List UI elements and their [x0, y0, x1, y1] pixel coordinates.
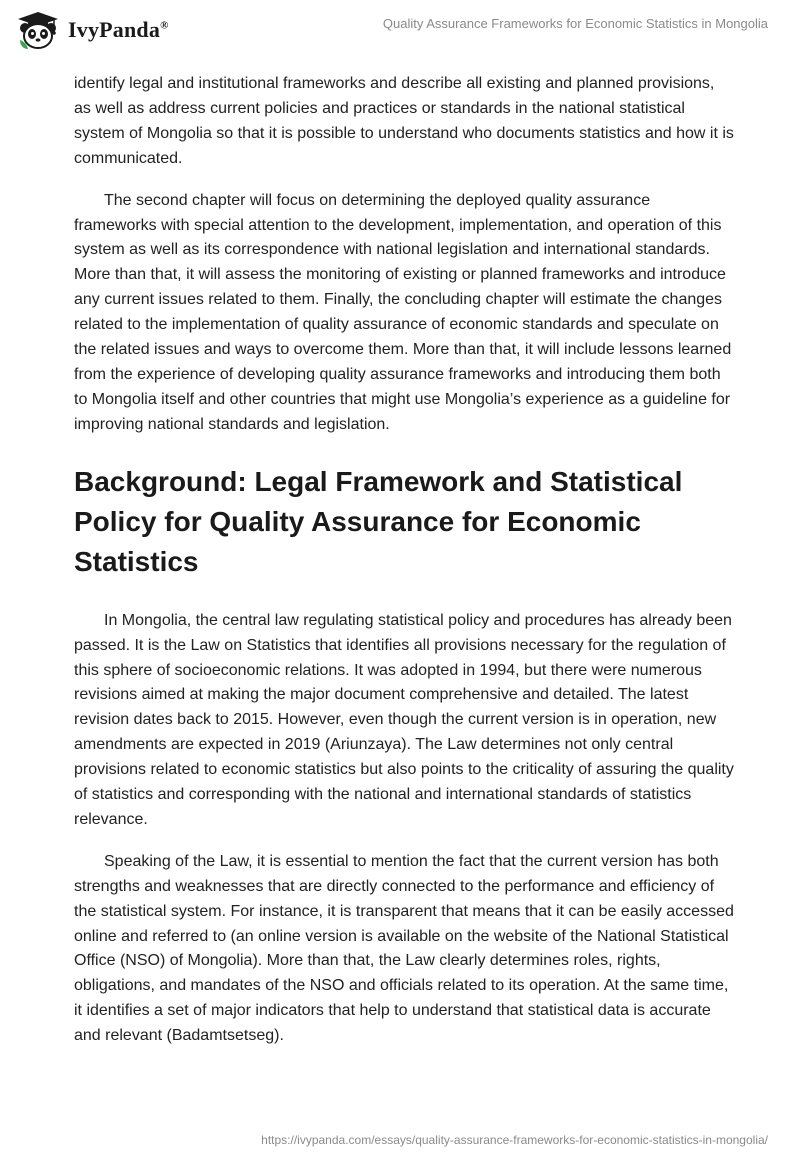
registered-mark: ® [160, 19, 169, 32]
section-heading: Background: Legal Framework and Statistical Policy for Quality Assurance for Economic Statistics [74, 465, 683, 577]
panda-graduate-icon [14, 10, 62, 50]
paragraph-1: identify legal and institutional frameworks and describe all existing and planned provisions, as well as address current policies and practices or standards in the national statistical system of Mongolia so that it is possible to understand who documents statistics and how it is communicated. [74, 75, 734, 167]
page-header [0, 0, 800, 60]
brand-text: IvyPanda [68, 17, 161, 42]
document-title: Quality Assurance Frameworks for Economic Statistics in Mongolia [382, 16, 768, 31]
source-url[interactable]: https://ivypanda.com/essays/quality-assurance-frameworks-for-economic-statistics-in-mongolia/ [261, 1133, 768, 1147]
brand-name [68, 17, 169, 43]
paragraph-3: In Mongolia, the central law regulating statistical policy and procedures has already been passed. It is the Law on Statistics that identifies all provisions necessary for the regulation of this sphere of socioeconomic relations. It was adopted in 1994, but there were numerous revisions aimed at making the major document comprehensive and detailed. The latest revision dates back to 2015. However, even though the current version is in operation, new amendments are expected in 2019 (Ariunzaya). The Law determines not only central provisions related to economic statistics but also points to the criticality of assuring the quality of statistics and corresponding with the national and international standards of statistics relevance. [74, 611, 734, 828]
paragraph-2: The second chapter will focus on determining the deployed quality assurance frameworks with special attention to the development, implementation, and operation of this system as well as its correspondence with national legislation and international standards. More than that, it will assess the monitoring of existing or planned frameworks and introduce any current issues related to them. Finally, the concluding chapter will estimate the changes related to the implementation of quality assurance of economic standards and speculate on the related issues and ways to overcome them. More than that, it will include lessons learned from the experience of developing quality assurance frameworks and introducing them both to Mongolia itself and other countries that might use Mongolia’s experience as a guideline for improving national standards and legislation. [74, 191, 732, 433]
ivypanda-logo[interactable] [14, 10, 169, 50]
paragraph-4: Speaking of the Law, it is essential to mention the fact that the current version has both strengths and weaknesses that are directly connected to the performance and efficiency of the statistical system. For instance, it is transparent that means that it can be easily accessed online and referred to (an online version is available on the website of the National Statistical Office (NSO) of Mongolia). More than that, the Law clearly determines roles, rights, obligations, and mandates of the NSO and officials related to its operation. At the same time, it identifies a set of major indicators that help to understand that statistical data is accurate and relevant (Badamtsetseg). [74, 852, 734, 1045]
essay-body [74, 72, 734, 1066]
